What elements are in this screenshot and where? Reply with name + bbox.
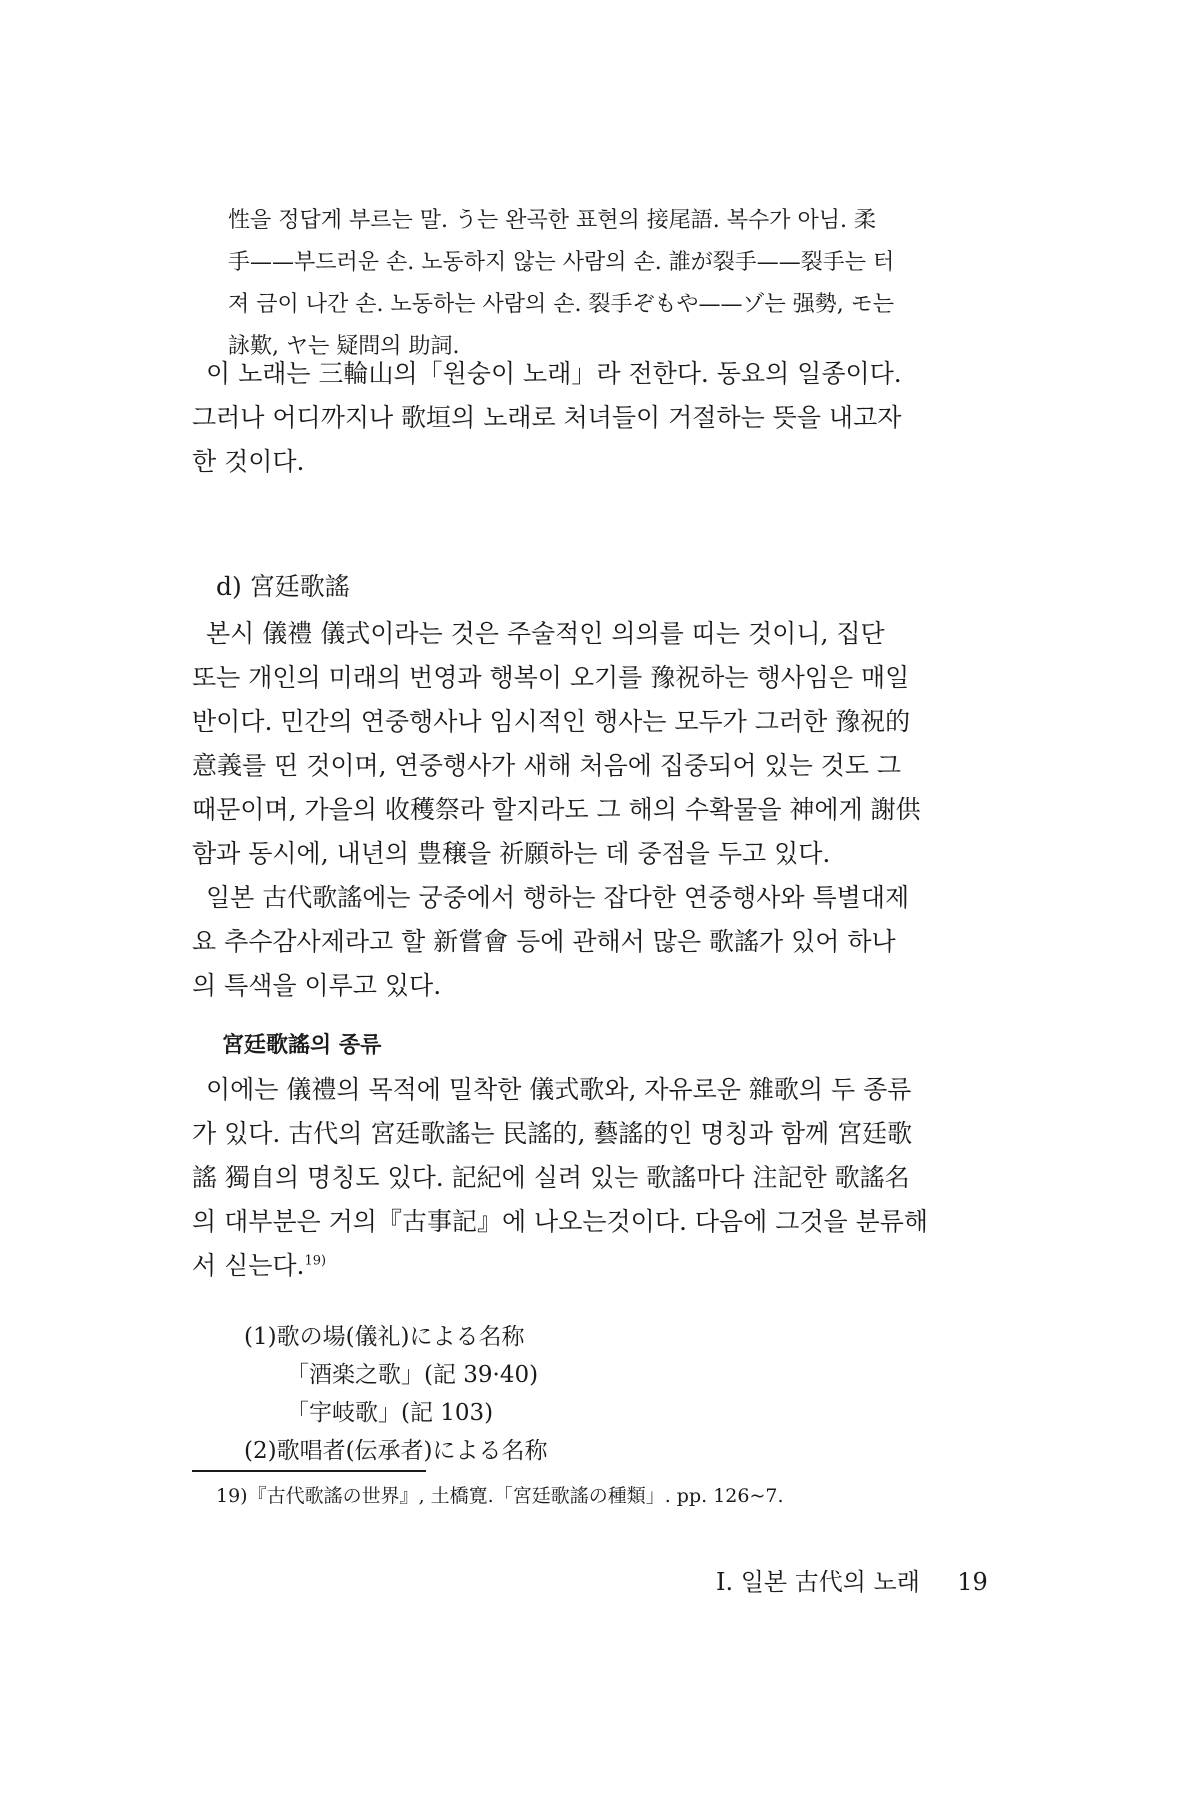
paragraph-line: 意義를 띤 것이며, 연중행사가 새해 처음에 집중되어 있는 것도 그 [192, 751, 902, 780]
annotation-line: 手——부드러운 손. 노동하지 않는 사람의 손. 誰が裂手——裂手는 터 [228, 250, 895, 275]
section-heading: d) 宮廷歌謠 [216, 572, 350, 601]
paragraph-types [192, 1068, 1012, 1288]
paragraph-line: 함과 동시에, 내년의 豊穣을 祈願하는 데 중점을 두고 있다. [192, 839, 831, 868]
paragraph-court-songs [192, 876, 1012, 1008]
paragraph-line [192, 1244, 1012, 1288]
paragraph-line: 한 것이다. [192, 447, 305, 476]
paragraph-line: 謠 獨自의 명칭도 있다. 記紀에 실려 있는 歌謠마다 注記한 歌謠名 [192, 1163, 910, 1192]
paragraph-line: 요 추수감사제라고 할 新嘗會 등에 관해서 많은 歌謠가 있어 하나 [192, 927, 896, 956]
paragraph-line: 때문이며, 가을의 收穫祭라 할지라도 그 해의 수확물을 神에게 謝供 [192, 795, 921, 824]
paragraph-line: 일본 古代歌謠에는 궁중에서 행하는 잡다한 연중행사와 특별대제 [206, 883, 910, 912]
footnote-reference: 19) [304, 1253, 327, 1269]
paragraph-line: 그러나 어디까지나 歌垣의 노래로 처녀들이 거절하는 뜻을 내고자 [192, 403, 902, 432]
list-subitem: 「宇岐歌」(記 103) [286, 1400, 494, 1426]
footnote: 19)『古代歌謠の世界』, 土橋寛.「宮廷歌謠の種類」. pp. 126~7. [216, 1485, 784, 1507]
footnote-divider [192, 1470, 426, 1472]
paragraph-line: 본시 儀禮 儀式이라는 것은 주술적인 의의를 띠는 것이니, 집단 [206, 619, 885, 648]
paragraph-line: 가 있다. 古代의 宮廷歌謠는 民謠的, 藝謠的인 명칭과 함께 宮廷歌 [192, 1119, 913, 1148]
annotation-block [228, 200, 1008, 368]
running-footer [716, 1565, 988, 1599]
name-classification-list [244, 1318, 548, 1470]
paragraph-line: 또는 개인의 미래의 번영과 행복이 오기를 豫祝하는 행사임은 매일 [192, 663, 910, 692]
paragraph-line-text: 서 싣는다. [192, 1251, 305, 1280]
annotation-line: 져 금이 나간 손. 노동하는 사람의 손. 裂手ぞもや——ゾ는 强勢, モ는 [228, 292, 894, 317]
chapter-title: I. 일본 古代의 노래 [716, 1568, 920, 1596]
list-item: (2)歌唱者(伝承者)による名称 [244, 1438, 548, 1464]
annotation-line: 詠歎, ヤ는 疑問의 助詞. [228, 334, 460, 359]
paragraph-line: 의 대부분은 거의『古事記』에 나오는것이다. 다음에 그것을 분류해 [192, 1207, 929, 1236]
paragraph-line: 이 노래는 三輪山의「원숭이 노래」라 전한다. 동요의 일종이다. [206, 359, 902, 388]
paragraph-line: 의 특색을 이루고 있다. [192, 971, 442, 1000]
paragraph-line: 이에는 儀禮의 목적에 밀착한 儀式歌와, 자유로운 雜歌의 두 종류 [206, 1075, 912, 1104]
paragraph-line: 반이다. 민간의 연중행사나 임시적인 행사는 모두가 그러한 豫祝的 [192, 707, 911, 736]
list-item: (1)歌の場(儀礼)による名称 [244, 1324, 525, 1350]
paragraph-intro [192, 352, 1012, 484]
list-subitem: 「酒楽之歌」(記 39·40) [286, 1362, 539, 1388]
paragraph-ritual [192, 612, 1012, 876]
page-number: 19 [957, 1568, 988, 1596]
subsection-heading: 宮廷歌謠의 종류 [222, 1032, 382, 1058]
annotation-line: 性을 정답게 부르는 말. う는 완곡한 표현의 接尾語. 복수가 아님. 柔 [228, 208, 876, 233]
